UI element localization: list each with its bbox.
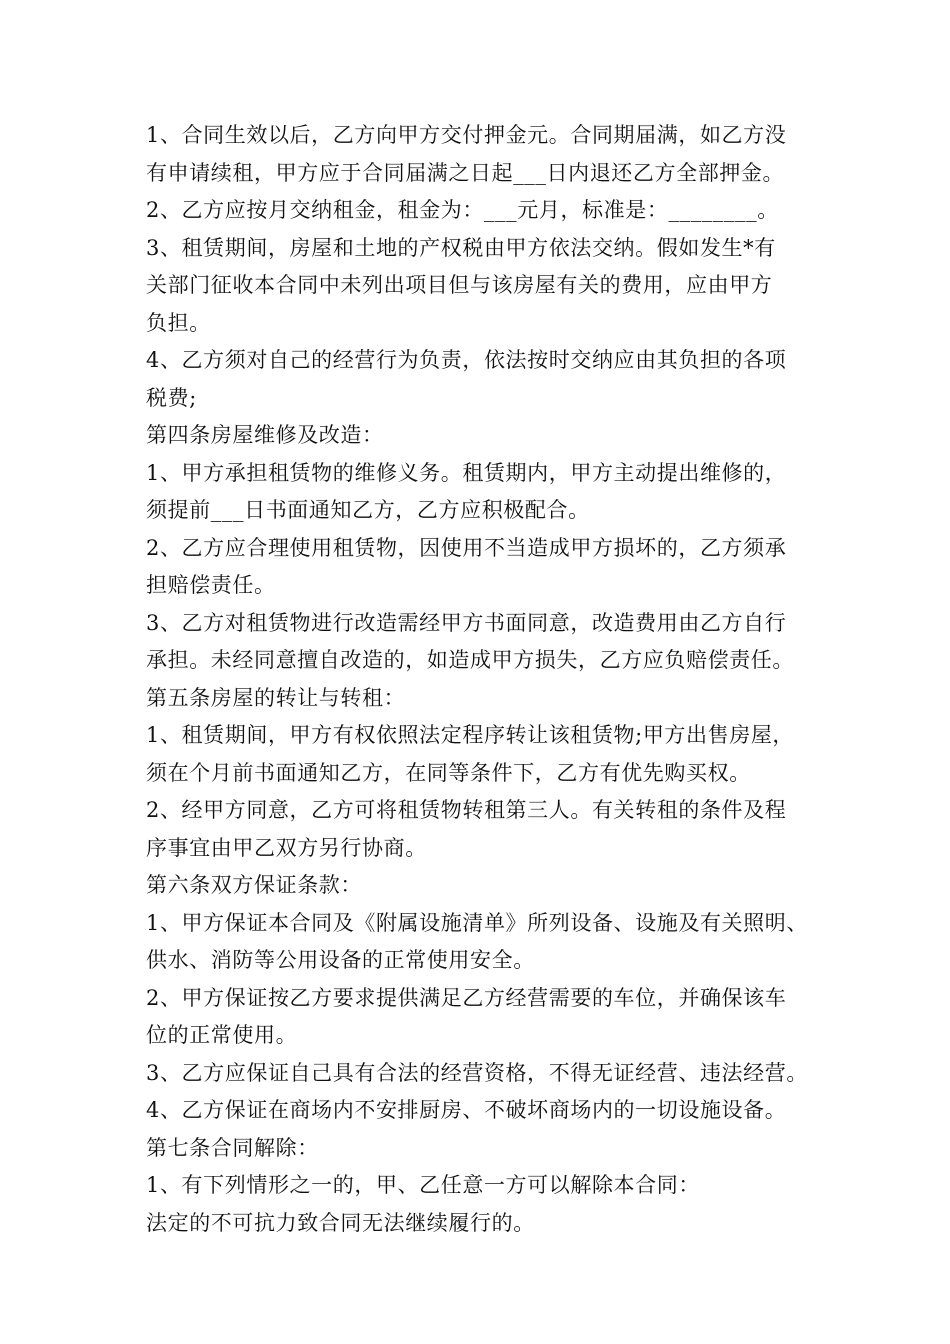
- document-body: [146, 117, 836, 1242]
- text-line: 2、乙方应按月交纳租金，租金为：___元月，标准是：________。: [146, 198, 779, 222]
- text-line: 1、合同生效以后，乙方向甲方交付押金元。合同期届满，如乙方没: [146, 123, 787, 147]
- section-heading: 第四条房屋维修及改造：: [146, 423, 384, 447]
- text-line: 4、乙方保证在商场内不安排厨房、不破坏商场内的一切设施设备。: [146, 1098, 787, 1122]
- section-heading: 第六条双方保证条款：: [146, 873, 362, 897]
- text-line: 1、租赁期间，甲方有权依照法定程序转让该租赁物;甲方出售房屋，: [146, 723, 795, 747]
- text-line: 担赔偿责任。: [146, 573, 276, 597]
- text-line: 3、租赁期间，房屋和土地的产权税由甲方依法交纳。假如发生*有: [146, 235, 776, 260]
- section-heading: 第五条房屋的转让与转租：: [146, 685, 406, 710]
- text-line: 须在个月前书面通知乙方，在同等条件下，乙方有优先购买权。: [146, 760, 751, 785]
- text-line: 3、乙方应保证自己具有合法的经营资格，不得无证经营、违法经营。: [146, 1060, 808, 1085]
- text-line: 负担。: [146, 310, 211, 335]
- text-line: 1、有下列情形之一的，甲、乙任意一方可以解除本合同：: [146, 1173, 700, 1197]
- text-line: 1、甲方保证本合同及《附属设施清单》所列设备、设施及有关照明、: [146, 910, 808, 935]
- text-line: 法定的不可抗力致合同无法继续履行的。: [146, 1210, 535, 1235]
- text-line: 须提前___日书面通知乙方，乙方应积极配合。: [146, 498, 590, 522]
- text-line: 供水、消防等公用设备的正常使用安全。: [146, 948, 535, 972]
- section-heading: 第七条合同解除：: [146, 1135, 319, 1160]
- text-line: 2、甲方保证按乙方要求提供满足乙方经营需要的车位，并确保该车: [146, 985, 787, 1010]
- text-line: 承担。未经同意擅自改造的，如造成甲方损失，乙方应负赔偿责任。: [146, 648, 794, 672]
- text-line: 2、经甲方同意，乙方可将租赁物转租第三人。有关转租的条件及程: [146, 798, 787, 822]
- text-line: 有申请续租，甲方应于合同届满之日起___日内退还乙方全部押金。: [146, 160, 785, 185]
- text-line: 2、乙方应合理使用租赁物，因使用不当造成甲方损坏的，乙方须承: [146, 535, 787, 560]
- text-line: 位的正常使用。: [146, 1023, 298, 1047]
- text-line: 序事宜由甲乙双方另行协商。: [146, 835, 427, 860]
- text-line: 1、甲方承担租赁物的维修义务。租赁期内，甲方主动提出维修的，: [146, 460, 787, 485]
- text-line: 3、乙方对租赁物进行改造需经甲方书面同意，改造费用由乙方自行: [146, 610, 787, 635]
- text-line: 税费;: [146, 385, 197, 410]
- text-line: 关部门征收本合同中未列出项目但与该房屋有关的费用，应由甲方: [146, 273, 773, 297]
- text-line: 4、乙方须对自己的经营行为负责，依法按时交纳应由其负担的各项: [146, 348, 787, 372]
